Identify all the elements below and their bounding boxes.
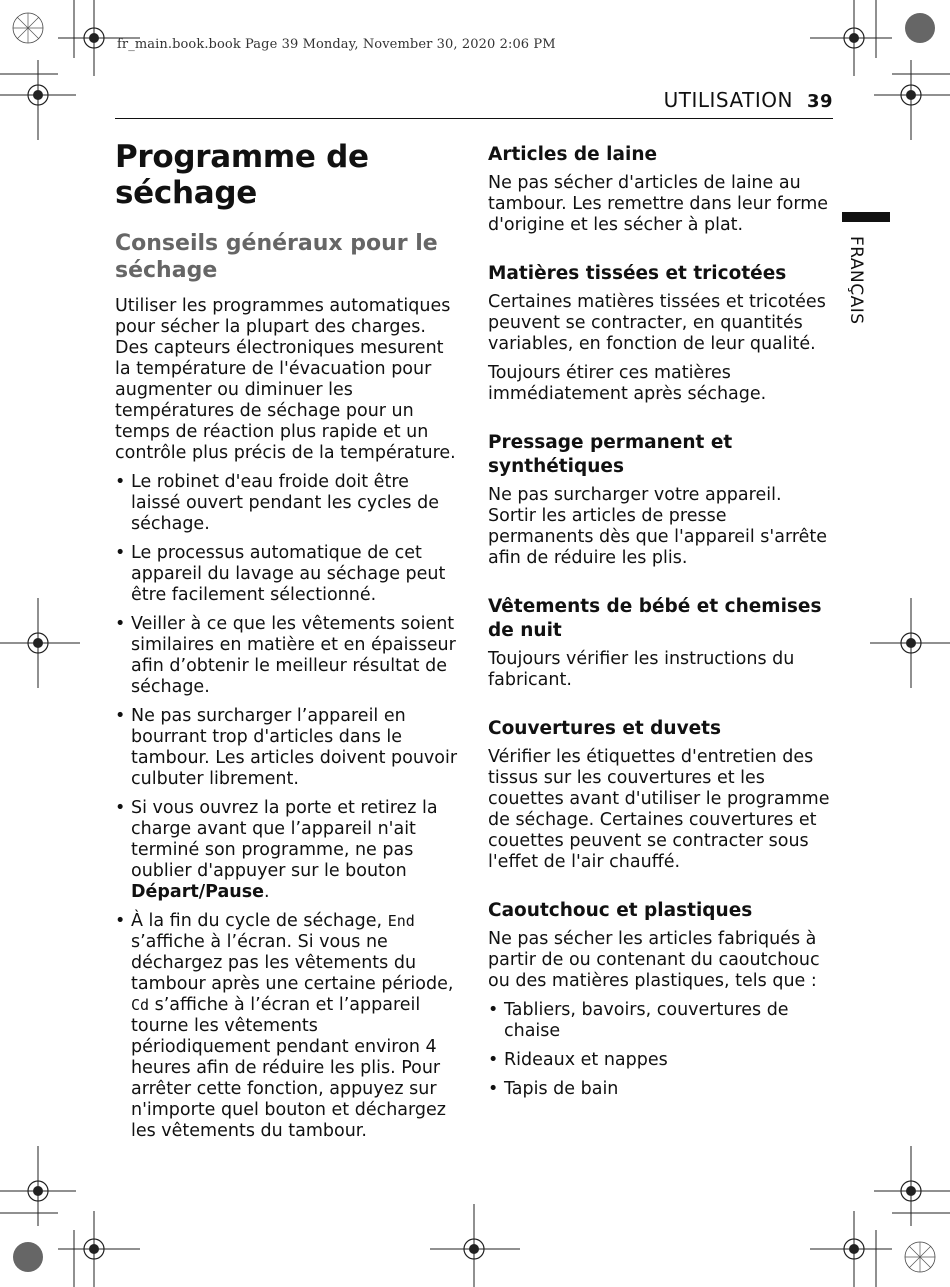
section-heading: Pressage permanent et synthétiques xyxy=(488,432,733,478)
tips-list xyxy=(115,472,460,1142)
section-body: Ne pas surcharger votre appareil. Sortir les articles de presse permanents dès que l'appareil s'arrête afin de réduire les plis. xyxy=(488,485,828,569)
print-slug-header: fr_main.book.book Page 39 Monday, November 30, 2020 2:06 PM xyxy=(117,37,556,52)
section-heading: Articles de laine xyxy=(488,144,658,165)
section-body: Ne pas sécher d'articles de laine au tambour. Les remettre dans leur forme d'origine et les sécher à plat. xyxy=(488,173,829,236)
display-code-end: End xyxy=(387,912,415,931)
section-body: Vérifier les étiquettes d'entretien des tissus sur les couvertures et les couettes avant d'utiliser le programme de séchage. Certaines couvertures et couettes peuvent se contracter sous l'effet de l'air chauffé. xyxy=(488,747,830,873)
section-heading: Caoutchouc et plastiques xyxy=(488,900,753,922)
list-item: • Ne pas surcharger l’appareil en bourrant trop d'articles dans le tambour. Les articles doivent pouvoir culbuter librement. xyxy=(115,706,460,790)
page-number: 39 xyxy=(806,91,833,112)
plastics-list xyxy=(488,1000,833,1100)
section-subtitle: Conseils généraux pour le séchage xyxy=(115,231,438,283)
left-column xyxy=(115,140,460,1150)
section-wool xyxy=(488,143,833,236)
section-rubber-plastics xyxy=(488,899,833,1100)
section-permanent-press xyxy=(488,431,833,569)
display-code-cd: Cd xyxy=(131,996,150,1015)
section-body: Toujours vérifier les instructions du fabricant. xyxy=(488,649,795,691)
running-header xyxy=(664,88,833,112)
page-title: Programme de séchage xyxy=(115,139,369,211)
right-column xyxy=(488,143,833,1126)
header-rule xyxy=(115,118,833,119)
language-tab-label: FRANÇAIS xyxy=(846,236,866,325)
section-heading: Couvertures et duvets xyxy=(488,718,722,740)
list-item-text: s’affiche à l’écran. Si vous ne déchargez pas les vêtements du tambour après une certaine période, xyxy=(131,932,454,995)
section-body: Certaines matières tissées et tricotées peuvent se contracter, en quantités variables, en fonction de leur qualité. xyxy=(488,292,826,355)
list-item: • Le processus automatique de cet appareil du lavage au séchage peut être facilement sélectionné. xyxy=(115,543,460,606)
section-heading: Matières tissées et tricotées xyxy=(488,263,787,285)
list-item: • Rideaux et nappes xyxy=(488,1050,833,1071)
section-body: Toujours étirer ces matières immédiatement après séchage. xyxy=(488,363,767,405)
section-blankets xyxy=(488,717,833,873)
list-item-text: . xyxy=(264,882,270,903)
list-item-text: Si vous ouvrez la porte et retirez la charge avant que l’appareil n'ait terminé son programme, ne pas oublier d'appuyer sur le bouton xyxy=(131,798,438,882)
list-item-text: À la fin du cycle de séchage, xyxy=(131,911,388,932)
list-item: • Tabliers, bavoirs, couvertures de chaise xyxy=(488,1000,833,1042)
list-item: • Le robinet d'eau froide doit être laissé ouvert pendant les cycles de séchage. xyxy=(115,472,460,535)
list-item-text: s’affiche à l’écran et l’appareil tourne les vêtements périodiquement pendant environ 4 heures afin de réduire les plis. Pour arrêter cette fonction, appuyez sur n'importe quel bouton et déchargez les vêtements du tambour. xyxy=(131,995,446,1142)
section-heading: Vêtements de bébé et chemises de nuit xyxy=(488,596,822,642)
section-woven-knit xyxy=(488,262,833,405)
section-body: Ne pas sécher les articles fabriqués à partir de ou contenant du caoutchouc ou des matières plastiques, tels que : xyxy=(488,929,820,992)
list-item: • Tapis de bain xyxy=(488,1079,833,1100)
list-item xyxy=(115,798,460,903)
list-item: • Veiller à ce que les vêtements soient similaires en matière et en épaisseur afin d’obtenir le meilleur résultat de séchage. xyxy=(115,614,460,698)
section-name: UTILISATION xyxy=(663,88,793,112)
section-baby-clothes xyxy=(488,595,833,691)
intro-paragraph: Utiliser les programmes automatiques pour sécher la plupart des charges. Des capteurs électroniques mesurent la température de l'évacuation pour augmenter ou diminuer les températures de séchage pour un temps de réaction plus rapide et un contrôle plus précis de la température. xyxy=(115,296,456,464)
start-pause-button-ref: Départ/Pause xyxy=(131,882,265,903)
list-item xyxy=(115,911,460,1142)
language-tab-bar xyxy=(842,212,890,222)
